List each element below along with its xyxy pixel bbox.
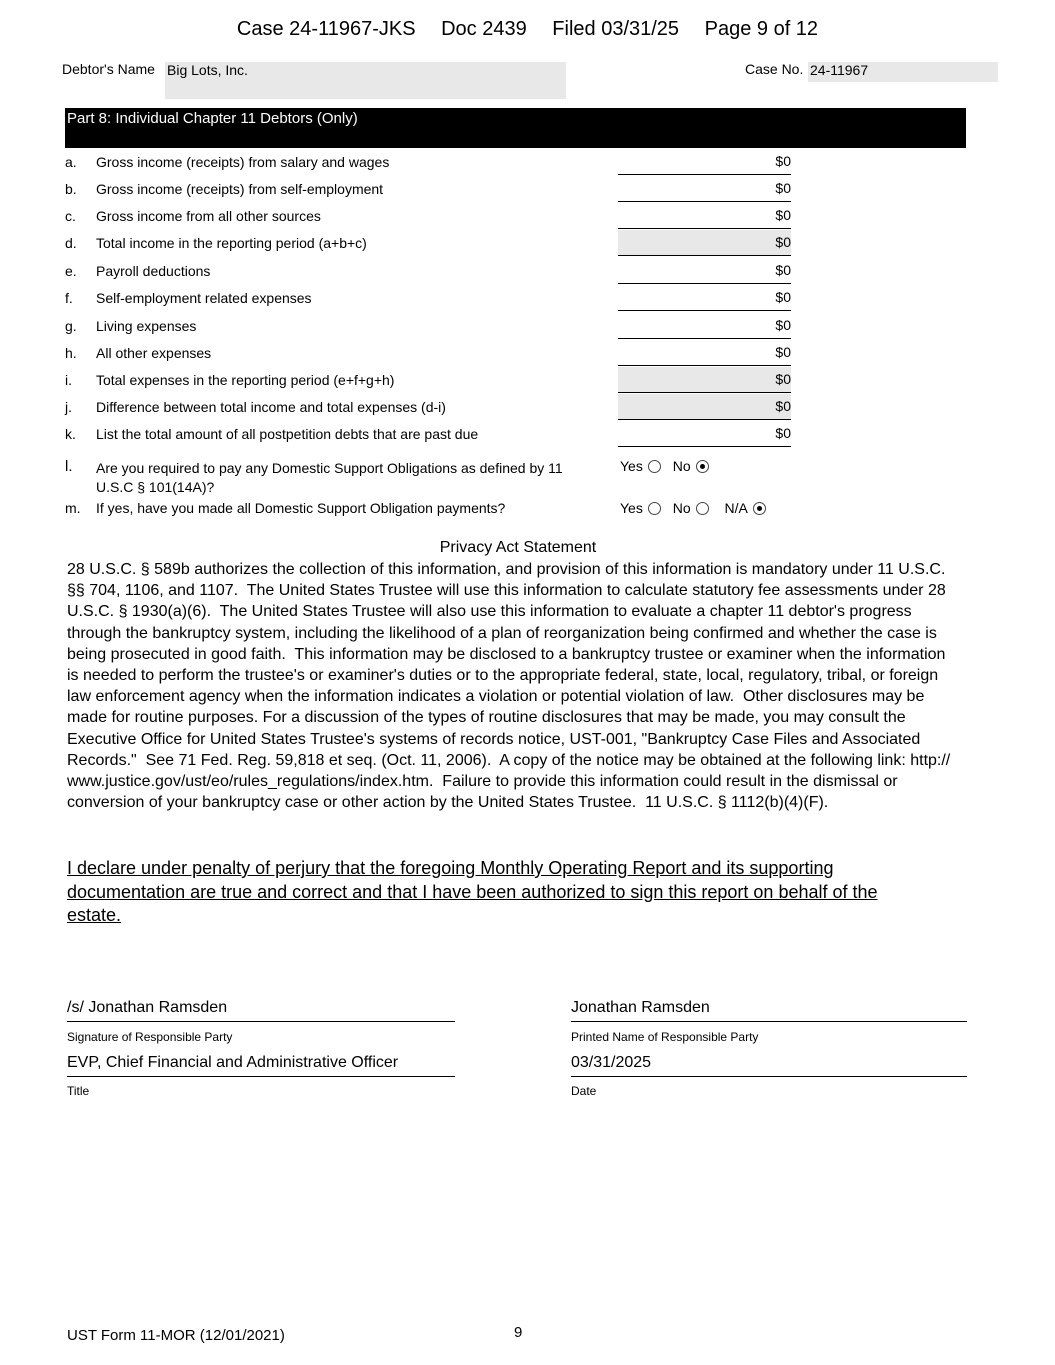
amount-field[interactable]: $0 [618, 258, 791, 284]
doc-number-header: Doc 2439 [441, 18, 527, 40]
amount-field[interactable]: $0 [618, 394, 791, 420]
row-label: Self-employment related expenses [96, 290, 312, 306]
date-caption: Date [571, 1084, 597, 1098]
row-label: List the total amount of all postpetition debts that are past due [96, 426, 479, 442]
amount-field[interactable]: $0 [618, 203, 791, 229]
signature-caption: Signature of Responsible Party [67, 1030, 233, 1044]
row-letter: d. [65, 235, 77, 251]
title-field: EVP, Chief Financial and Administrative Officer [67, 1054, 455, 1077]
case-number-header: Case 24-11967-JKS [236, 18, 416, 40]
question-m-na-label: N/A [724, 500, 748, 516]
amount-field[interactable]: $0 [618, 313, 791, 339]
printed-name-field: Jonathan Ramsden [571, 999, 967, 1022]
declaration-text [67, 857, 947, 928]
row-label: Difference between total income and total expenses (d-i) [96, 399, 446, 415]
page-count-header: Page 9 of 12 [704, 18, 819, 40]
question-m-text: If yes, have you made all Domestic Support Obligation payments? [96, 500, 506, 516]
row-letter: c. [65, 208, 76, 224]
question-l-line-1: Are you required to pay any Domestic Support Obligations as defined by 11 [96, 460, 563, 476]
privacy-line: www.justice.gov/ust/eo/rules_regulations/index.htm. Failure to provide this information could result in the dismissal or [67, 773, 898, 791]
amount-field[interactable]: $0 [618, 421, 791, 447]
row-label: Gross income (receipts) from self-employment [96, 181, 384, 197]
date-field: 03/31/2025 [571, 1054, 967, 1077]
privacy-line: 28 U.S.C. § 589b authorizes the collection of this information, and provision of this information is mandatory under 11 U.S.C. [67, 561, 946, 578]
question-m-no-label: No [672, 500, 691, 516]
question-l-options [620, 458, 709, 474]
amount-field[interactable]: $0 [618, 367, 791, 393]
privacy-line: being prosecuted in good faith. This information may be disclosed to a bankruptcy trustee or examiner when the information [67, 645, 946, 663]
row-letter: e. [65, 263, 77, 279]
question-l-yes-radio[interactable] [648, 460, 661, 473]
privacy-line: is needed to perform the trustee's or examiner's duties or to the appropriate federal, state, local, regulatory, tribal, or foreign [67, 667, 939, 685]
row-label: Total expenses in the reporting period (e+f+g+h) [96, 372, 395, 388]
amount-field[interactable]: $0 [618, 340, 791, 366]
privacy-line: made for routine purposes. For a discussion of the types of routine disclosures that may be made, you may consult the [67, 709, 906, 727]
row-label: Gross income from all other sources [96, 208, 321, 224]
privacy-act-body [67, 559, 972, 813]
row-letter: j. [65, 399, 72, 415]
question-m-yes-radio[interactable] [648, 502, 661, 515]
row-label: Living expenses [96, 318, 197, 334]
row-label: Payroll deductions [96, 263, 211, 279]
case-no-field: 24-11967 [808, 62, 998, 82]
row-letter: h. [65, 345, 77, 361]
privacy-line: law enforcement agency when the information indicates a violation or potential violation of law. Other disclosures may be [67, 688, 925, 706]
privacy-line: conversion of your bankruptcy case or other action by the United States Trustee. 11 U.S.C. § 1112(b)(4)(F). [67, 794, 829, 812]
filed-date-header: Filed 03/31/25 [552, 18, 680, 40]
declaration-line: documentation are true and correct and that I have been authorized to sign this report on behalf of the [67, 881, 878, 902]
question-m-no-radio[interactable] [696, 502, 709, 515]
row-letter-l: l. [65, 458, 73, 475]
row-letter: g. [65, 318, 77, 334]
page-number: 9 [514, 1324, 523, 1341]
amount-field[interactable]: $0 [618, 149, 791, 175]
row-letter: i. [65, 372, 72, 388]
row-label: All other expenses [96, 345, 212, 361]
question-m-options [620, 500, 766, 516]
question-l-no-label: No [672, 458, 691, 474]
signature-field: /s/ Jonathan Ramsden [67, 999, 455, 1022]
court-header [0, 18, 1055, 41]
case-no-label: Case No. [745, 61, 804, 77]
question-l-yes-label: Yes [620, 458, 643, 474]
debtor-name-field: Big Lots, Inc. [165, 62, 566, 99]
declaration-line: I declare under penalty of perjury that the foregoing Monthly Operating Report and its supporting [67, 858, 834, 878]
printed-name-caption: Printed Name of Responsible Party [571, 1030, 759, 1044]
question-l-line-2: U.S.C § 101(14A)? [96, 479, 215, 495]
privacy-line: Records." See 71 Fed. Reg. 59,818 et seq. (Oct. 11, 2006). A copy of the notice may be obtained at the following link: http:// [67, 751, 951, 769]
part-8-title-bar: Part 8: Individual Chapter 11 Debtors (Only) [65, 108, 966, 148]
privacy-act-title: Privacy Act Statement [439, 539, 597, 556]
privacy-line: U.S.C. § 1930(a)(6). The United States Trustee will also use this information to evaluate a chapter 11 debtor's progress [67, 603, 912, 621]
privacy-line: through the bankruptcy system, including the likelihood of a plan of reorganization being confirmed and whether the case is [67, 624, 937, 642]
privacy-line: Executive Office for United States Trustee's systems of records notice, UST-001, "Bankruptcy Case Files and Associated [67, 730, 921, 748]
title-caption: Title [67, 1084, 90, 1098]
row-label: Total income in the reporting period (a+b+c) [96, 235, 367, 251]
question-m-na-radio[interactable] [753, 502, 766, 515]
row-letter: a. [65, 154, 77, 170]
debtor-name-label: Debtor's Name [62, 61, 155, 77]
row-letter: f. [65, 290, 73, 306]
declaration-line: estate. [67, 905, 122, 925]
privacy-line: §§ 704, 1106, and 1107. The United States Trustee will use this information to calculate statutory fee assessments under 28 [67, 582, 946, 600]
row-letter: b. [65, 181, 77, 197]
question-l-no-radio[interactable] [696, 460, 709, 473]
form-identifier: UST Form 11-MOR (12/01/2021) [67, 1327, 285, 1344]
question-l-text [96, 459, 606, 497]
question-m-yes-label: Yes [620, 500, 643, 516]
row-letter-m: m. [65, 500, 81, 516]
amount-field[interactable]: $0 [618, 230, 791, 256]
amount-field[interactable]: $0 [618, 285, 791, 311]
amount-field[interactable]: $0 [618, 176, 791, 202]
row-label: Gross income (receipts) from salary and wages [96, 154, 390, 170]
row-letter: k. [65, 426, 76, 442]
